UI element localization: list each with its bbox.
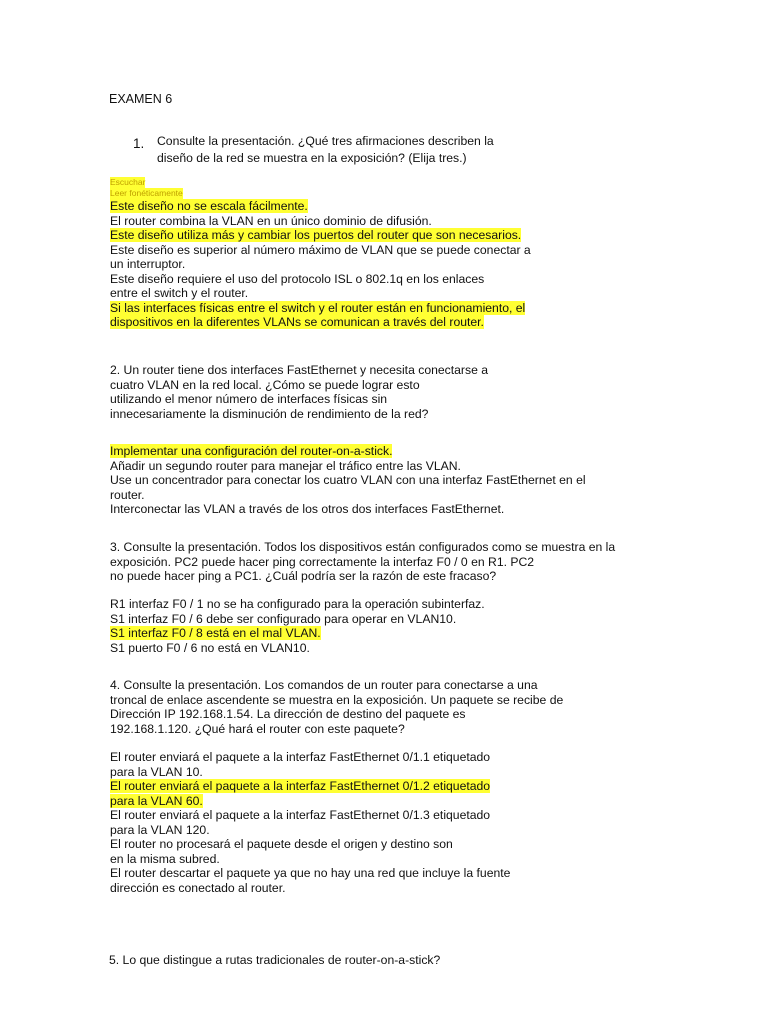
q3-answer-1: R1 interfaz F0 / 1 no se ha configurado para la operación subinterfaz. <box>110 597 485 611</box>
q1-answer-6-line-2: dispositivos en la diferentes VLANs se comunican a través del router. <box>110 315 484 329</box>
q4-answer-4-line-1: El router no procesará el paquete desde el origen y destino son <box>110 837 453 851</box>
q4-prompt <box>110 678 563 736</box>
q4-answer-5-line-1: El router descartar el paquete ya que no hay una red que incluye la fuente <box>110 866 511 880</box>
q4-prompt-line-2: troncal de enlace ascendente se muestra en la exposición. Un paquete se recibe de <box>110 692 564 707</box>
q1-answer-4-line-2: un interruptor. <box>110 257 186 271</box>
q1-prompt-line-1: Consulte la presentación. ¿Qué tres afirmaciones describen la <box>157 134 494 148</box>
q1-answers <box>110 199 531 330</box>
q4-answer-2-line-2: para la VLAN 60. <box>110 793 203 808</box>
q2-prompt-line-2: cuatro VLAN en la red local. ¿Cómo se puede lograr esto <box>110 377 420 392</box>
q5-prompt: 5. Lo que distingue a rutas tradicionales de router-on-a-stick? <box>109 953 441 967</box>
q3-answer-4: S1 puerto F0 / 6 no está en VLAN10. <box>110 640 310 655</box>
q2-prompt-line-3: utilizando el menor número de interfaces físicas sin <box>110 392 388 406</box>
q3-answers <box>110 597 485 655</box>
q2-prompt <box>110 363 488 421</box>
q4-answer-1-line-2: para la VLAN 10. <box>110 764 203 779</box>
q4-answer-1-line-1: El router enviará el paquete a la interfaz FastEthernet 0/1.1 etiquetado <box>110 750 491 764</box>
q4-answer-4-line-2: en la misma subred. <box>110 851 220 866</box>
q3-prompt-line-1: 3. Consulte la presentación. Todos los dispositivos están configurados como se muestra en la <box>110 540 616 554</box>
phonetic-read-link[interactable]: Leer fonéticamente <box>110 188 183 198</box>
q2-prompt-line-4: innecesariamente la disminución de rendimiento de la red? <box>110 406 429 421</box>
q3-answer-2: S1 interfaz F0 / 6 debe ser configurado para operar en VLAN10. <box>110 611 457 626</box>
q1-answer-6-line-1: Si las interfaces físicas entre el switch y el router están en funcionamiento, el <box>110 300 526 315</box>
q2-answer-1: Implementar una configuración del router-on-a-stick. <box>110 444 393 458</box>
q3-prompt-line-3: no puede hacer ping a PC1. ¿Cuál podría ser la razón de este fracaso? <box>110 569 497 583</box>
q1-answer-2: El router combina la VLAN en un único dominio de difusión. <box>110 213 432 228</box>
q2-answer-4: Interconectar las VLAN a través de los otros dos interfaces FastEthernet. <box>110 502 505 516</box>
q3-answer-3: S1 interfaz F0 / 8 está en el mal VLAN. <box>110 626 321 640</box>
q4-prompt-line-1: 4. Consulte la presentación. Los comandos de un router para conectarse a una <box>110 678 538 692</box>
exam-title: EXAMEN 6 <box>109 92 173 106</box>
q2-answer-3-line-2: router. <box>110 487 145 502</box>
q3-prompt-line-2: exposición. PC2 puede hacer ping correctamente la interfaz F0 / 0 en R1. PC2 <box>110 554 535 569</box>
q4-prompt-line-4: 192.168.1.120. ¿Qué hará el router con este paquete? <box>110 721 405 736</box>
q2-answer-3-line-1: Use un concentrador para conectar los cuatro VLAN con una interfaz FastEthernet en el <box>110 473 586 487</box>
q1-answer-4-line-1: Este diseño es superior al número máximo de VLAN que se puede conectar a <box>110 242 531 257</box>
q1-answer-3: Este diseño utiliza más y cambiar los puertos del router que son necesarios. <box>110 228 522 242</box>
q4-answers <box>110 750 510 895</box>
q4-answer-2-line-1: El router enviará el paquete a la interfaz FastEthernet 0/1.2 etiquetado <box>110 779 491 793</box>
q2-answer-2: Añadir un segundo router para manejar el tráfico entre las VLAN. <box>110 458 461 473</box>
q2-answers <box>110 444 586 517</box>
q4-answer-3-line-1: El router enviará el paquete a la interfaz FastEthernet 0/1.3 etiquetado <box>110 808 491 822</box>
q1-answer-1: Este diseño no se escala fácilmente. <box>110 199 308 213</box>
q3-prompt <box>110 540 615 584</box>
q1-answer-5-line-1: Este diseño requiere el uso del protocolo ISL o 802.1q en los enlaces <box>110 271 485 286</box>
q4-prompt-line-3: Dirección IP 192.168.1.54. La dirección de destino del paquete es <box>110 707 466 721</box>
q4-answer-5-line-2: dirección es conectado al router. <box>110 880 286 895</box>
q4-answer-3-line-2: para la VLAN 120. <box>110 822 210 837</box>
q1-answer-5-line-2: entre el switch y el router. <box>110 286 249 300</box>
listen-link[interactable]: Escuchar <box>110 177 146 187</box>
q1-number: 1. <box>133 136 145 151</box>
q1-prompt-line-2: diseño de la red se muestra en la exposición? (Elija tres.) <box>157 151 467 165</box>
q2-prompt-line-1: 2. Un router tiene dos interfaces FastEthernet y necesita conectarse a <box>110 363 489 377</box>
